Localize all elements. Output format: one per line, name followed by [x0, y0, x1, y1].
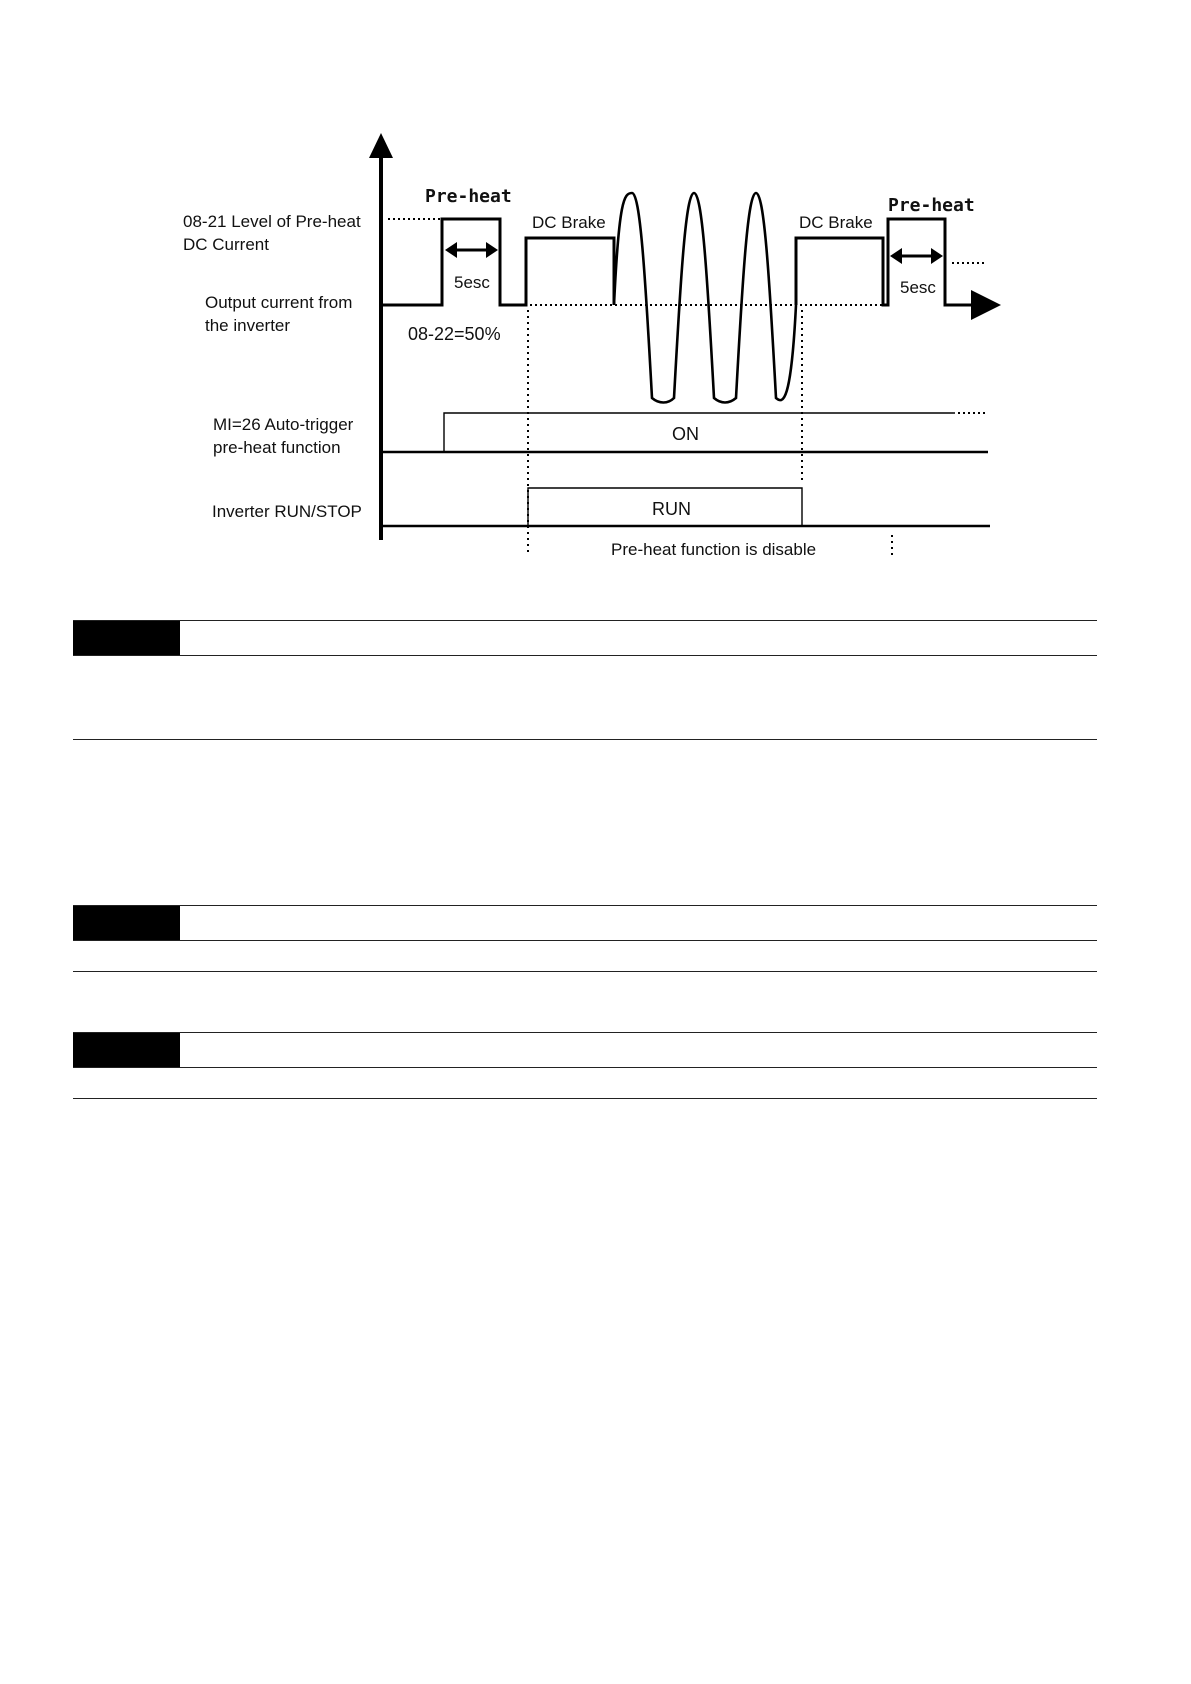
duration-arrowhead-r1	[890, 248, 902, 264]
section-divider	[73, 1098, 1097, 1099]
parameter-block-2	[73, 905, 1097, 941]
section-divider	[73, 739, 1097, 740]
parameter-header	[73, 620, 1097, 656]
label-run-stop: Inverter RUN/STOP	[212, 502, 362, 521]
parameter-header	[73, 905, 1097, 941]
label-mi-1: MI=26 Auto-trigger	[213, 415, 354, 434]
duration-arrowhead-r2	[931, 248, 943, 264]
parameter-tab	[73, 621, 180, 655]
mi-signal	[444, 413, 955, 452]
label-duration-left: 5esc	[454, 273, 490, 292]
label-dc-brake-right: DC Brake	[799, 213, 873, 232]
label-output-current-1: Output current from	[205, 293, 353, 312]
label-preheat-disabled: Pre-heat function is disable	[611, 540, 817, 559]
label-preheat-level-1: 08-21 Level of Pre-heat	[183, 212, 361, 231]
label-run: RUN	[652, 499, 691, 519]
section-divider	[73, 971, 1097, 972]
parameter-block-3	[73, 1032, 1097, 1068]
y-axis-arrowhead	[369, 133, 393, 158]
label-duration-right: 5esc	[900, 278, 936, 297]
duration-arrowhead-l1	[445, 242, 457, 258]
label-preheat-level-2: DC Current	[183, 235, 269, 254]
duration-arrowhead-l2	[486, 242, 498, 258]
label-level-setting: 08-22=50%	[408, 324, 501, 344]
label-output-current-2: the inverter	[205, 316, 291, 335]
parameter-tab	[73, 1033, 180, 1067]
parameter-header	[73, 1032, 1097, 1068]
label-on: ON	[672, 424, 699, 444]
label-preheat-right: Pre-heat	[888, 195, 975, 216]
label-preheat-left: Pre-heat	[425, 186, 512, 207]
label-mi-2: pre-heat function	[213, 438, 341, 457]
parameter-block-1	[73, 620, 1097, 656]
preheat-timing-diagram	[0, 0, 1191, 600]
parameter-tab	[73, 906, 180, 940]
label-dc-brake-left: DC Brake	[532, 213, 606, 232]
output-current-oscillation	[614, 193, 796, 403]
